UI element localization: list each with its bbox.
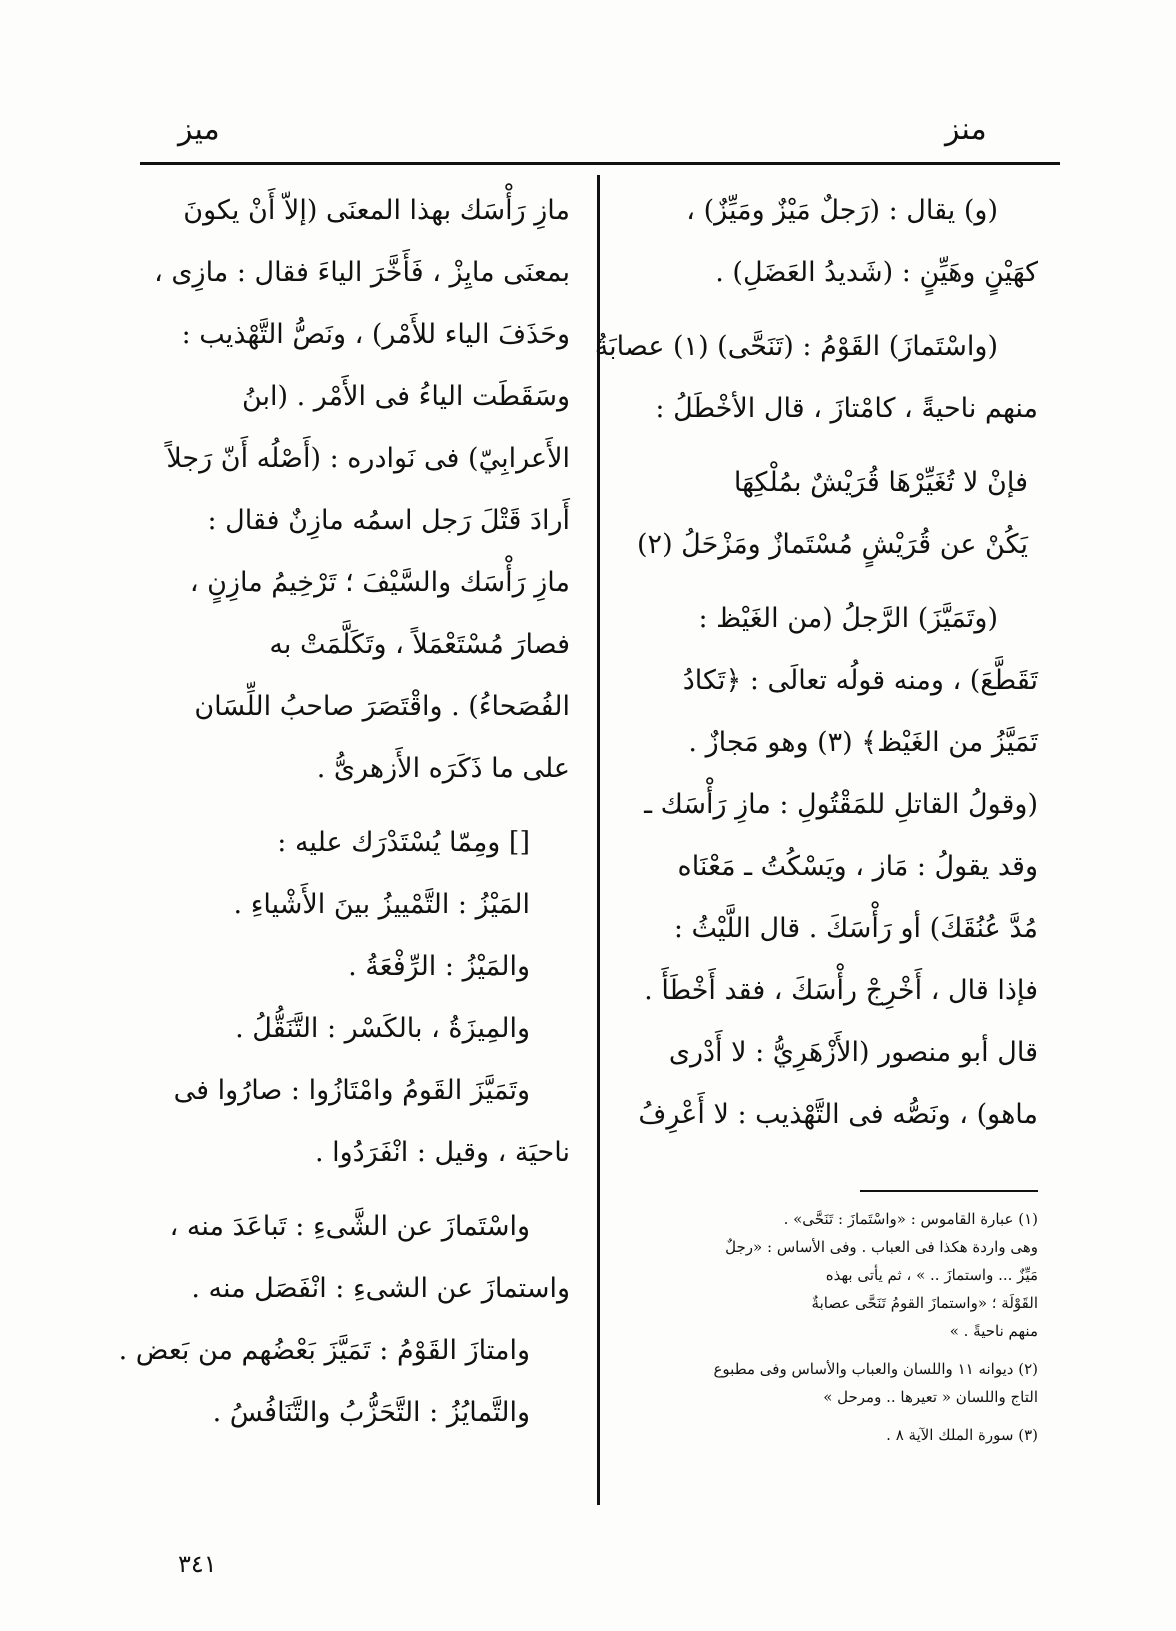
- text-line: تَقَطَّعَ) ، ومنه قولُه تعالَى : ﴿تَكادُ: [682, 665, 1038, 696]
- text-line: مازِ رَأْسَك والسَّيْفَ ؛ تَرْخِيمُ مازِنٍ ،: [189, 567, 570, 598]
- text-line: وسَقَطَت الياءُ فى الأَمْر . (ابنُ: [241, 381, 570, 412]
- text-line: والتَّمايُزُ : التَّحَزُّبُ والتَّنَافُسُ .: [212, 1397, 530, 1428]
- text-line: مُدَّ عُنُقَكَ) أو رَأْسَكَ . قال اللَّيْثُ :: [673, 913, 1038, 944]
- text-line: منهم ناحيةً ، كامْتازَ ، قال الأخْطَلُ :: [655, 393, 1038, 424]
- footnotes: [618, 1205, 1038, 1449]
- text-line: ناحيَة ، وقيل : انْفَرَدُوا .: [314, 1137, 570, 1168]
- verse-line: يَكُنْ عن قُرَيْشٍ مُسْتَمازٌ ومَزْحَلُ (٢): [637, 529, 1028, 560]
- text-line: [] ومِمّا يُسْتَدْرَك عليه :: [277, 827, 530, 858]
- text-line: وتَمَيَّزَ القَومُ وامْتَازُوا : صارُوا فى: [173, 1075, 530, 1106]
- footnote-line: (٣) سورة الملك الآية ٨ .: [886, 1426, 1038, 1444]
- text-line: (و) يقال : (رَجلٌ مَيْزٌ ومَيِّزٌ) ،: [686, 195, 998, 226]
- text-line: فإذا قال ، أَخْرِجْ رأْسَكَ ، فقد أَخْطَأَ .: [644, 975, 1038, 1006]
- footnote-line: التاج واللسان « تعيرها .. ومرحل »: [823, 1388, 1038, 1406]
- footnote-line: (٢) ديوانه ١١ واللسان والعباب والأساس وفى مطبوع: [713, 1360, 1038, 1378]
- text-line: وامتازَ القَوْمُ : تَمَيَّزَ بَعْضُهم من بَعض .: [118, 1335, 530, 1366]
- header-rule: [140, 162, 1060, 165]
- text-line: وحَذَفَ الياء للأَمْر) ، ونَصُّ التَّهْذيب :: [181, 319, 570, 350]
- text-line: قال أبو منصور (الأَزْهَرِيُّ : لا أَدْرى: [668, 1037, 1038, 1068]
- text-line: الفُصَحاءُ) . واقْتَصَرَ صاحبُ اللِّسَان: [194, 691, 570, 722]
- page-number: ٣٤١: [178, 1550, 217, 1578]
- text-line: وقد يقولُ : مَاز ، ويَسْكُتُ ـ مَعْنَاه: [677, 851, 1038, 882]
- footnote-rule: [860, 1190, 1038, 1192]
- footnote-line: مَيِّزٌ ... واستمازَ .. » ، ثم يأتى بهذه: [825, 1266, 1038, 1284]
- text-line: (واسْتَمازَ) القَوْمُ : (تَنَحَّى) (١) عصابَةٌ: [594, 331, 998, 362]
- text-line: بمعنَى مايِزْ ، فَأَخَّرَ الياءَ فقال : مازِى ،: [154, 257, 570, 288]
- text-line: مازِ رَأْسَك بهذا المعنَى (إلاّ أَنْ يكونَ: [183, 195, 570, 226]
- text-line: على ما ذَكَرَه الأَزهرىُّ .: [316, 753, 570, 784]
- text-line: كهَيْنٍ وهَيِّنٍ : (شَديدُ العَضَلِ) .: [715, 257, 1038, 288]
- text-line: المَيْزُ : التَّمْييزُ بينَ الأَشْياءِ .: [233, 889, 530, 920]
- left-column: [118, 180, 570, 1444]
- text-line: (وقولُ القاتلِ للمَقْتُولِ : مازِ رَأْسَك ـ: [644, 789, 1038, 820]
- footnote-line: منهم ناحيةً . »: [949, 1322, 1038, 1340]
- text-line: والمَيْزُ : الرِّفْعَةُ .: [348, 951, 530, 982]
- text-line: والمِيزَةُ ، بالكَسْر : التَّنَقُّلُ .: [235, 1013, 530, 1044]
- text-line: ماهو) ، ونَصُّه فى التَّهْذيب : لا أَعْرِفُ: [638, 1099, 1038, 1130]
- text-line: واستمازَ عن الشىءِ : انْفَصَل منه .: [191, 1273, 570, 1304]
- text-line: واسْتَمازَ عن الشَّىءِ : تَباعَدَ منه ،: [169, 1211, 530, 1242]
- right-column: [594, 180, 1038, 1146]
- text-line: أَرادَ قَتْلَ رَجل اسمُه مازِنٌ فقال :: [207, 505, 570, 536]
- text-line: (وتَمَيَّزَ) الرَّجلُ (من الغَيْظ :: [698, 603, 998, 634]
- verse-line: فإنْ لا تُغَيِّرْهَا قُرَيْشٌ بمُلْكِهَا: [733, 467, 1028, 498]
- header-left-word: ميز: [178, 112, 220, 147]
- text-line: تَمَيَّزُ من الغَيْظ﴾ (٣) وهو مَجازٌ .: [688, 727, 1038, 758]
- header-right-word: منز: [945, 112, 987, 147]
- text-line: الأَعرابِيّ) فى نَوادره : (أَصْلُه أَنّ رَجلاً: [166, 443, 570, 474]
- text-line: فصارَ مُسْتَعْمَلاً ، وتَكَلَّمَتْ به: [269, 629, 570, 660]
- footnote-line: وهى واردة هكذا فى العباب . وفى الأساس : «رجلٌ: [725, 1238, 1038, 1256]
- footnote-line: (١) عبارة القاموس : «واسْتَمازَ : تَنَحَّى» .: [783, 1210, 1038, 1228]
- footnote-line: القَوْلَة ؛ «واستمازَ القومُ تَنَحَّى عصابةٌ: [811, 1294, 1038, 1312]
